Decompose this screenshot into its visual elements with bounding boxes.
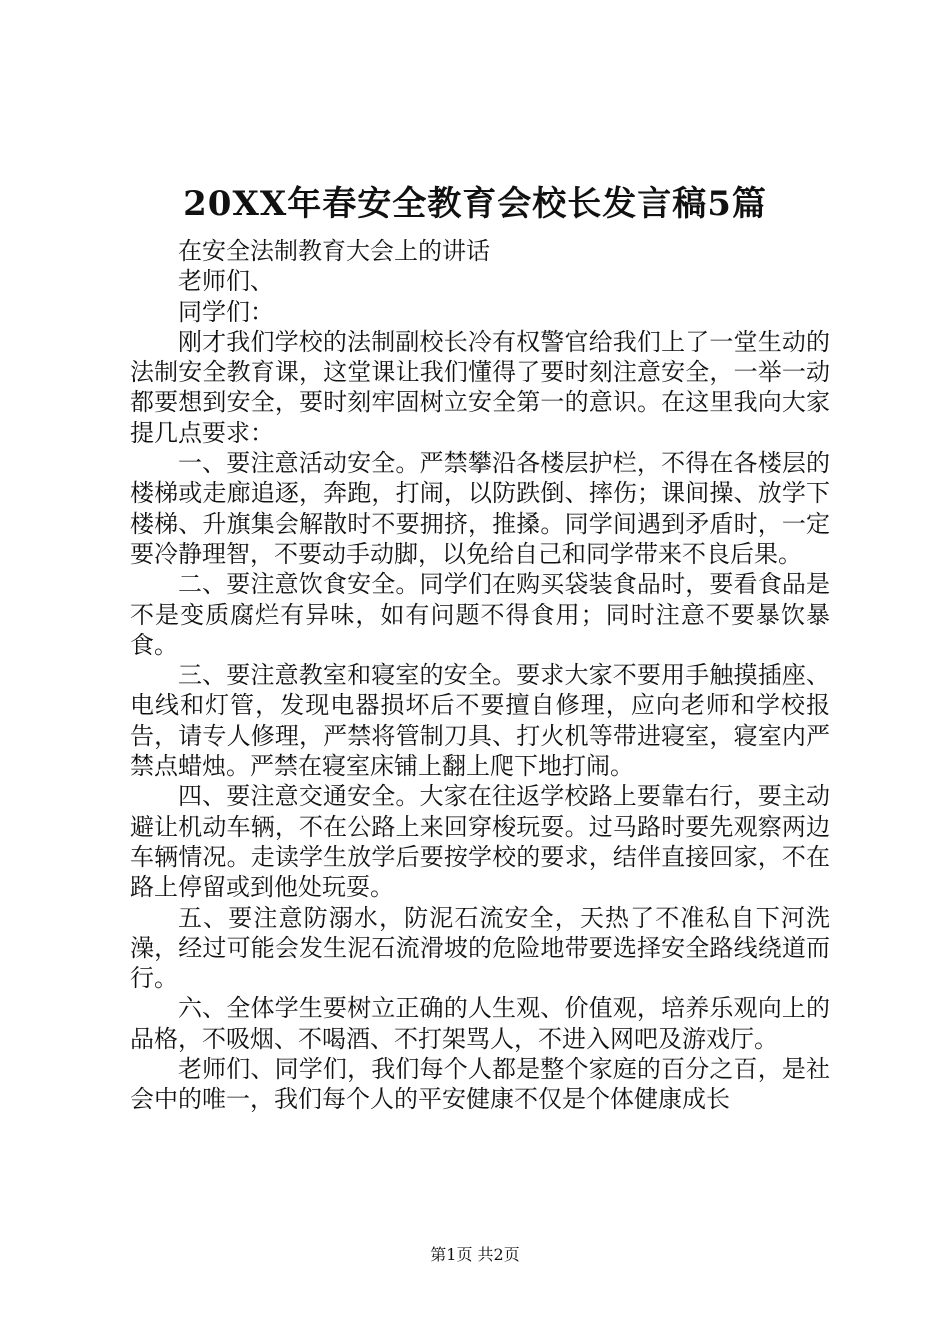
- document-body: [130, 236, 830, 1115]
- paragraph-salutation-students: 同学们：: [178, 297, 274, 326]
- paragraph: 六、全体学生要树立正确的人生观、价值观，培养乐观向上的品格，不吸烟、不喝酒、不打架骂人，不进入网吧及游戏厅。: [130, 994, 830, 1053]
- page-number-footer: 第1页 共2页: [430, 1245, 520, 1264]
- page-title: 20XX年春安全教育会校长发言稿5篇: [183, 184, 767, 224]
- paragraph: 四、要注意交通安全。大家在往返学校路上要靠右行，要主动避让机动车辆，不在公路上来回穿梭玩耍。过马路时要先观察两边车辆情况。走读学生放学后要按学校的要求，结伴直接回家，不在路上停留或到他处玩耍。: [130, 782, 830, 902]
- paragraph-salutation-teachers: 老师们、: [178, 267, 274, 296]
- paragraph: 老师们、同学们，我们每个人都是整个家庭的百分之百，是社会中的唯一，我们每个人的平安健康不仅是个体健康成长: [130, 1055, 830, 1114]
- paragraph-heading: 在安全法制教育大会上的讲话: [178, 237, 490, 265]
- paragraph: 三、要注意教室和寝室的安全。要求大家不要用手触摸插座、电线和灯管，发现电器损坏后不要擅自修理，应向老师和学校报告，请专人修理，严禁将管制刀具、打火机等带进寝室，寝室内严禁点蜡烛。严禁在寝室床铺上翻上爬下地打闹。: [130, 661, 830, 781]
- paragraph: 二、要注意饮食安全。同学们在购买袋装食品时，要看食品是不是变质腐烂有异味，如有问题不得食用；同时注意不要暴饮暴食。: [130, 570, 830, 659]
- paragraph: 一、要注意活动安全。严禁攀沿各楼层护栏，不得在各楼层的楼梯或走廊追逐，奔跑，打闹，以防跌倒、摔伤；课间操、放学下楼梯、升旗集会解散时不要拥挤，推搡。同学间遇到矛盾时，一定要冷静理智，不要动手动脚，以免给自己和同学带来不良后果。: [130, 449, 830, 568]
- paragraph: 刚才我们学校的法制副校长冷有权警官给我们上了一堂生动的法制安全教育课，这堂课让我们懂得了要时刻注意安全，一举一动都要想到安全，要时刻牢固树立安全第一的意识。在这里我向大家提几点要求：: [130, 327, 830, 447]
- paragraph: 五、要注意防溺水，防泥石流安全，天热了不准私自下河洗澡，经过可能会发生泥石流滑坡的危险地带要选择安全路线绕道而行。: [130, 903, 830, 993]
